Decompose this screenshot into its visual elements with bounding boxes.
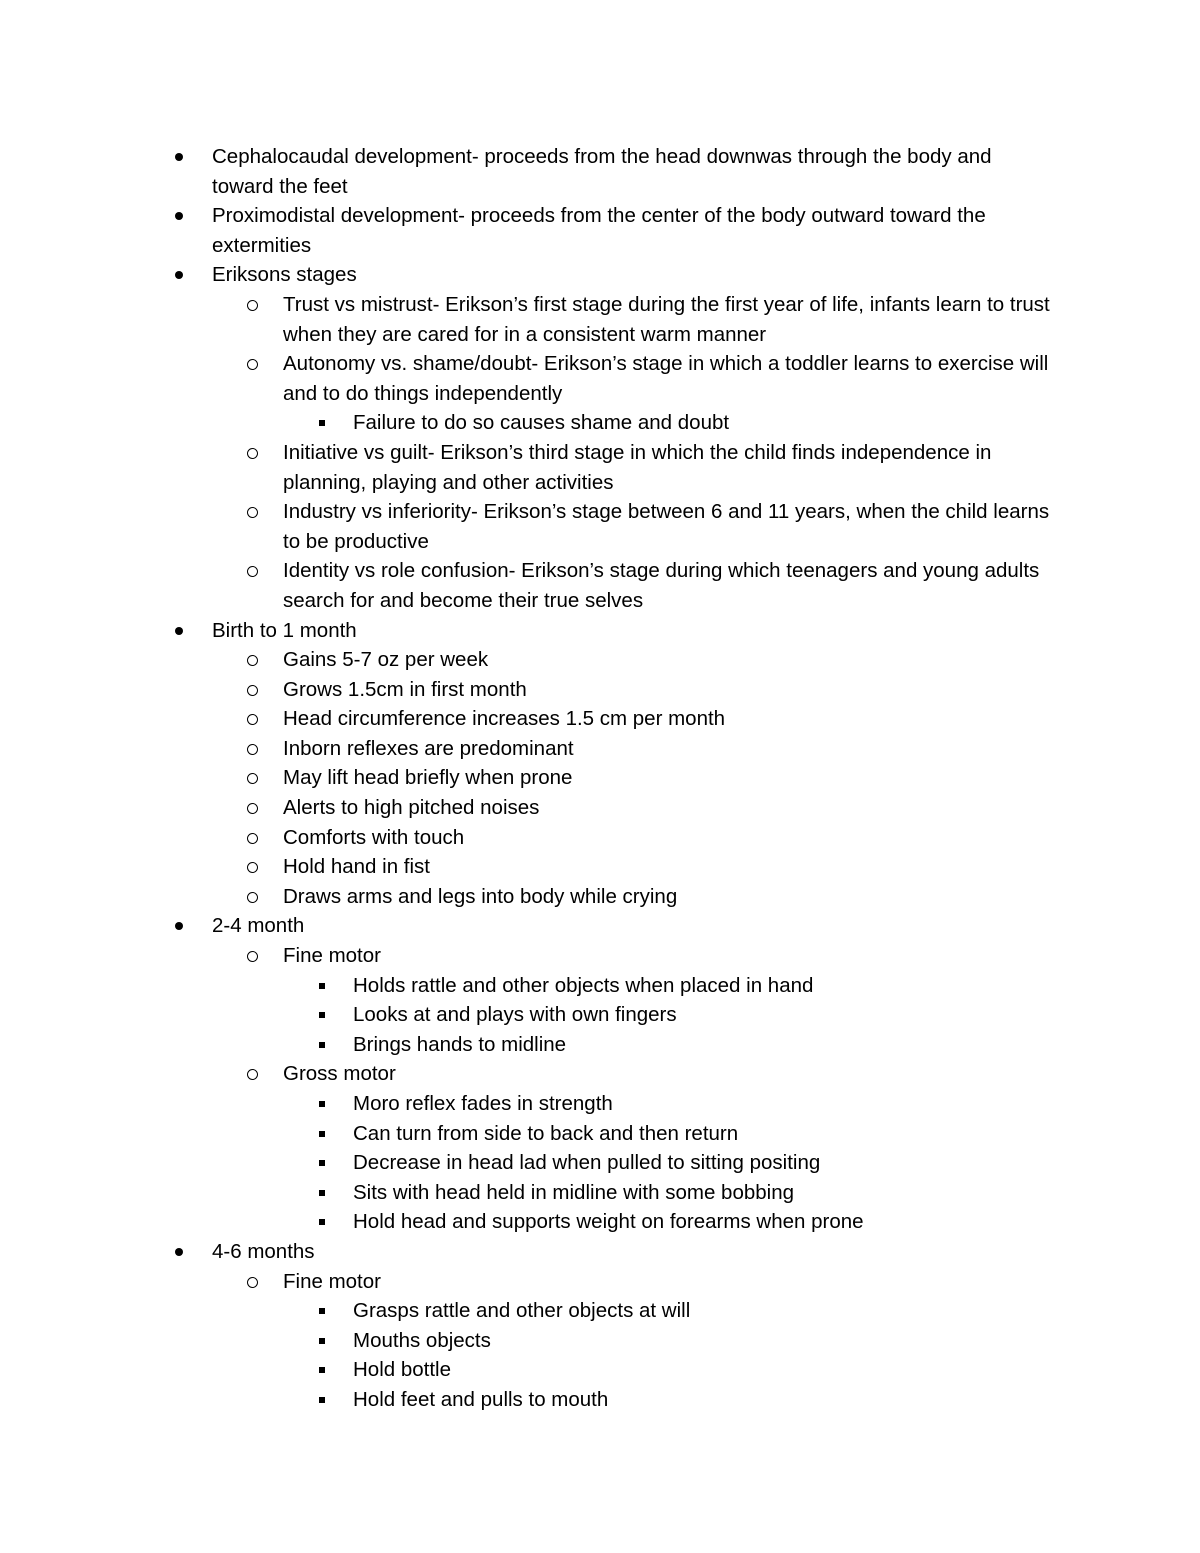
hollow-circle-bullet-icon [247, 507, 258, 518]
hollow-circle-bullet-icon [247, 685, 258, 696]
outline-item-level-2 [0, 349, 1063, 408]
hollow-circle-bullet-icon [247, 359, 258, 370]
outline-item-text: Cephalocaudal development- proceeds from the head downwas through the body and toward the feet [212, 145, 992, 198]
hollow-circle-bullet-icon [247, 1069, 258, 1080]
outline-item-level-1 [0, 616, 1052, 646]
outline-item-level-1 [0, 911, 1052, 941]
filled-circle-bullet-icon [175, 212, 183, 220]
outline-item-text: Inborn reflexes are predominant [283, 736, 574, 760]
hollow-circle-bullet-icon [247, 773, 258, 784]
square-bullet-icon [319, 1397, 325, 1403]
outline-item-text: Failure to do so causes shame and doubt [353, 411, 730, 435]
outline-item-text: Sits with head held in midline with some bobbing [353, 1180, 795, 1204]
outline-item-text: Head circumference increases 1.5 cm per month [283, 707, 726, 731]
outline-item-level-3 [0, 1000, 1073, 1030]
outline-item-level-2 [0, 645, 1063, 675]
filled-circle-bullet-icon [175, 922, 183, 930]
square-bullet-icon [319, 1012, 325, 1018]
outline-item-text: Comforts with touch [283, 825, 465, 849]
outline-item-level-2 [0, 1267, 1063, 1297]
outline-item-level-3 [0, 971, 1073, 1001]
outline-item-level-3 [0, 1385, 1073, 1415]
square-bullet-icon [319, 1338, 325, 1344]
square-bullet-icon [319, 1042, 325, 1048]
outline-item-level-2 [0, 704, 1063, 734]
outline-item-text: Alerts to high pitched noises [283, 796, 540, 820]
outline-item-level-2 [0, 556, 1063, 615]
outline-item-level-3 [0, 1326, 1073, 1356]
outline-item-level-2 [0, 734, 1063, 764]
outline-item-text: Grasps rattle and other objects at will [353, 1299, 691, 1323]
outline-item-text: Gains 5-7 oz per week [283, 648, 489, 672]
outline-item-level-2 [0, 1059, 1063, 1089]
outline-item-level-2 [0, 438, 1063, 497]
outline-item-level-2 [0, 941, 1063, 971]
outline-item-level-2 [0, 763, 1063, 793]
hollow-circle-bullet-icon [247, 803, 258, 814]
hollow-circle-bullet-icon [247, 744, 258, 755]
outline-item-level-3 [0, 1296, 1073, 1326]
hollow-circle-bullet-icon [247, 300, 258, 311]
outline-item-level-2 [0, 823, 1063, 853]
outline-item-text: Eriksons stages [212, 263, 357, 287]
square-bullet-icon [319, 983, 325, 989]
outline-item-text: Moro reflex fades in strength [353, 1092, 613, 1115]
outline-item-level-2 [0, 852, 1063, 882]
outline-item-level-1 [0, 1237, 1052, 1267]
outline-item-level-3 [0, 1119, 1073, 1149]
square-bullet-icon [319, 1219, 325, 1225]
outline-item-text: Hold bottle [353, 1358, 452, 1382]
outline-item-text: Proximodistal development- proceeds from the center of the body outward toward the extermities [212, 204, 986, 257]
filled-circle-bullet-icon [175, 271, 183, 279]
outline-item-text: May lift head briefly when prone [283, 766, 573, 790]
outline-item-level-2 [0, 793, 1063, 823]
outline-item-text: Hold feet and pulls to mouth [353, 1387, 609, 1411]
outline-item-text: Brings hands to midline [353, 1032, 567, 1056]
outline-item-level-3 [0, 1030, 1073, 1060]
outline-item-text: Decrease in head lad when pulled to sitting positing [353, 1151, 821, 1175]
outline-item-text: Identity vs role confusion- Erikson’s stage during which teenagers and young adults search for and become their true selves [283, 559, 1040, 612]
outline-item-level-3 [0, 1178, 1073, 1208]
outline-item-text: Birth to 1 month [212, 618, 357, 642]
outline-item-text: Draws arms and legs into body while crying [283, 884, 678, 908]
outline-item-level-3 [0, 408, 1073, 438]
square-bullet-icon [319, 1160, 325, 1166]
outline-item-text: Grows 1.5cm in first month [283, 677, 527, 701]
outline-item-text: Gross motor [283, 1062, 396, 1086]
notes-outline [0, 142, 1200, 1415]
outline-item-level-1 [0, 142, 1052, 201]
outline-item-text: Industry vs inferiority- Erikson’s stage between 6 and 11 years, when the child learns to be productive [283, 500, 1050, 553]
outline-item-level-3 [0, 1207, 1073, 1237]
hollow-circle-bullet-icon [247, 951, 258, 962]
outline-item-level-1 [0, 260, 1052, 290]
hollow-circle-bullet-icon [247, 448, 258, 459]
outline-item-text: Hold head and supports weight on forearms when prone [353, 1210, 864, 1234]
outline-item-text: Initiative vs guilt- Erikson’s third stage in which the child finds independence in planning, playing and other activities [283, 440, 992, 494]
hollow-circle-bullet-icon [247, 892, 258, 903]
hollow-circle-bullet-icon [247, 714, 258, 725]
hollow-circle-bullet-icon [247, 566, 258, 577]
outline-item-text: Hold hand in fist [283, 855, 431, 879]
outline-item-text: 2-4 month [212, 914, 305, 938]
hollow-circle-bullet-icon [247, 655, 258, 666]
outline-item-text: Looks at and plays with own fingers [353, 1003, 677, 1027]
outline-item-level-3 [0, 1355, 1073, 1385]
outline-item-level-2 [0, 290, 1063, 349]
filled-circle-bullet-icon [175, 1248, 183, 1256]
hollow-circle-bullet-icon [247, 862, 258, 873]
outline-item-text: Autonomy vs. shame/doubt- Erikson’s stage in which a toddler learns to exercise will and to do things independently [283, 352, 1049, 405]
outline-item-level-3 [0, 1148, 1073, 1178]
outline-item-level-3 [0, 1089, 1073, 1119]
outline-item-text: Can turn from side to back and then return [353, 1121, 739, 1145]
outline-item-text: Trust vs mistrust- Erikson’s first stage during the first year of life, infants learn to trust when they are cared for in a consistent warm manner [283, 292, 1050, 346]
outline-item-level-2 [0, 497, 1063, 556]
square-bullet-icon [319, 1101, 325, 1107]
square-bullet-icon [319, 1190, 325, 1196]
outline-item-text: Fine motor [283, 1269, 381, 1293]
square-bullet-icon [319, 1367, 325, 1373]
hollow-circle-bullet-icon [247, 833, 258, 844]
outline-item-text: Mouths objects [353, 1328, 491, 1352]
square-bullet-icon [319, 1308, 325, 1314]
outline-item-level-2 [0, 675, 1063, 705]
outline-item-level-1 [0, 201, 1052, 260]
outline-item-text: Holds rattle and other objects when placed in hand [353, 973, 814, 997]
filled-circle-bullet-icon [175, 153, 183, 161]
outline-item-text: 4-6 months [212, 1239, 315, 1263]
square-bullet-icon [319, 1131, 325, 1137]
square-bullet-icon [319, 420, 325, 426]
outline-item-level-2 [0, 882, 1063, 912]
filled-circle-bullet-icon [175, 627, 183, 635]
hollow-circle-bullet-icon [247, 1277, 258, 1288]
outline-item-text: Fine motor [283, 944, 381, 968]
